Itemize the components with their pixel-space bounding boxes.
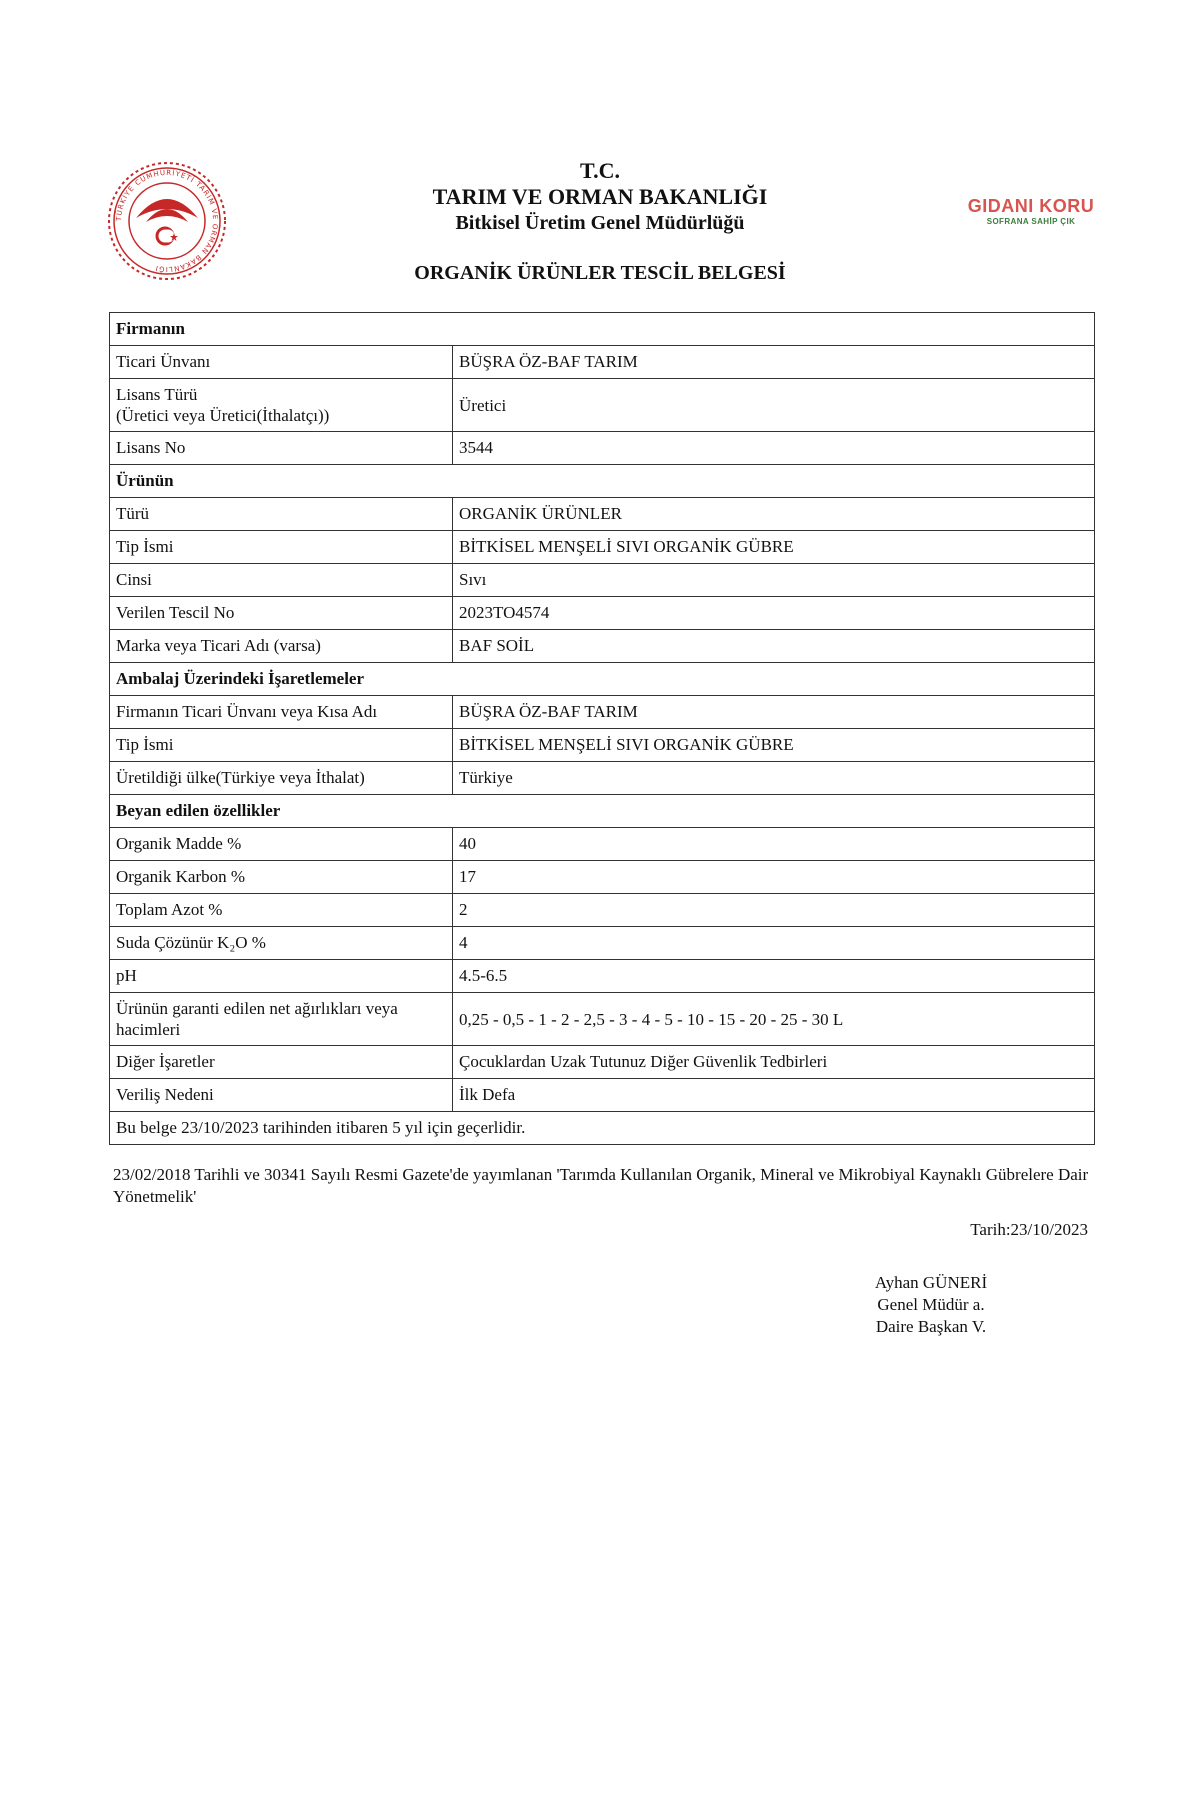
field-value: Sıvı [453, 564, 1095, 597]
document-title: ORGANİK ÜRÜNLER TESCİL BELGESİ [414, 262, 786, 284]
header-line-1: T.C. [580, 158, 620, 183]
field-label: Organik Karbon % [110, 861, 453, 894]
field-value: BİTKİSEL MENŞELİ SIVI ORGANİK GÜBRE [453, 729, 1095, 762]
signer-title-1: Genel Müdür a. [877, 1295, 985, 1314]
brand-main-text: GIDANI KORU [967, 196, 1095, 216]
table-row [110, 927, 1095, 960]
issue-date: Tarih:23/10/2023 [970, 1220, 1088, 1239]
table-row [110, 762, 1095, 795]
table-row [110, 861, 1095, 894]
field-value: 2 [453, 894, 1095, 927]
section-row [110, 795, 1095, 828]
table-row [110, 346, 1095, 379]
table-row [110, 960, 1095, 993]
field-value: Üretici [453, 379, 1095, 432]
validity-text: Bu belge 23/10/2023 tarihinden itibaren 5 yıl için geçerlidir. [110, 1112, 1095, 1145]
table-row [110, 729, 1095, 762]
field-label: Diğer İşaretler [110, 1046, 453, 1079]
brand-sub-text: SOFRANA SAHİP ÇIK [986, 217, 1076, 226]
field-label: Cinsi [110, 564, 453, 597]
field-value: BAF SOİL [453, 630, 1095, 663]
field-label: Verilen Tescil No [110, 597, 453, 630]
table-row [110, 696, 1095, 729]
field-value: 17 [453, 861, 1095, 894]
field-label: Üretildiği ülke(Türkiye veya İthalat) [110, 762, 453, 795]
field-value: 4 [453, 927, 1095, 960]
field-value: İlk Defa [453, 1079, 1095, 1112]
table-row [110, 432, 1095, 465]
section-heading: Beyan edilen özellikler [110, 795, 1095, 828]
field-value: 4.5-6.5 [453, 960, 1095, 993]
field-value: BÜŞRA ÖZ-BAF TARIM [453, 696, 1095, 729]
field-value: BİTKİSEL MENŞELİ SIVI ORGANİK GÜBRE [453, 531, 1095, 564]
validity-row [110, 1112, 1095, 1145]
signer-title-2: Daire Başkan V. [875, 1317, 987, 1336]
table-row [110, 564, 1095, 597]
field-label: Organik Madde % [110, 828, 453, 861]
field-value: Çocuklardan Uzak Tutunuz Diğer Güvenlik Tedbirleri [453, 1046, 1095, 1079]
table-row [110, 993, 1095, 1046]
header-line-3: Bitkisel Üretim Genel Müdürlüğü [455, 212, 745, 234]
table-row [110, 531, 1095, 564]
field-label: Lisans No [110, 432, 453, 465]
field-label: Veriliş Nedeni [110, 1079, 453, 1112]
section-row [110, 465, 1095, 498]
field-value: ORGANİK ÜRÜNLER [453, 498, 1095, 531]
certificate-table [109, 312, 1095, 1145]
field-label: Marka veya Ticari Adı (varsa) [110, 630, 453, 663]
field-value: 40 [453, 828, 1095, 861]
field-label: pH [110, 960, 453, 993]
table-row [110, 828, 1095, 861]
field-label: Tip İsmi [110, 729, 453, 762]
document-header [0, 158, 1200, 236]
section-heading: Firmanın [110, 313, 1095, 346]
section-heading: Ambalaj Üzerindeki İşaretlemeler [110, 663, 1095, 696]
svg-text:TÜRKİYE CUMHURİYETİ TARIM VE O: TÜRKİYE CUMHURİYETİ TARIM VE ORMAN BAKANLIĞI [114, 168, 220, 274]
field-value: 2023TO4574 [453, 597, 1095, 630]
field-label: Firmanın Ticari Ünvanı veya Kısa Adı [110, 696, 453, 729]
header-line-2: TARIM VE ORMAN BAKANLIĞI [432, 184, 768, 209]
field-label: Suda Çözünür K₂O % [110, 927, 453, 960]
table-row [110, 1046, 1095, 1079]
signer-name: Ayhan GÜNERİ [874, 1273, 988, 1292]
section-heading: Ürünün [110, 465, 1095, 498]
field-label: Ürünün garanti edilen net ağırlıkları veya hacimleri [110, 993, 453, 1046]
field-label: Toplam Azot % [110, 894, 453, 927]
table-row [110, 379, 1095, 432]
field-value: BÜŞRA ÖZ-BAF TARIM [453, 346, 1095, 379]
field-label: Ticari Ünvanı [110, 346, 453, 379]
field-label: Tip İsmi [110, 531, 453, 564]
field-label: Türü [110, 498, 453, 531]
table-row [110, 597, 1095, 630]
regulation-note: 23/02/2018 Tarihli ve 30341 Sayılı Resmi Gazete'de yayımlanan 'Tarımda Kullanılan Organik, Mineral ve Mikrobiyal Kaynaklı Gübrelere Dair Yönetmelik' [113, 1165, 1089, 1206]
table-row [110, 498, 1095, 531]
section-row [110, 313, 1095, 346]
table-row [110, 1079, 1095, 1112]
table-row [110, 630, 1095, 663]
field-label: Lisans Türü (Üretici veya Üretici(İthalatçı)) [110, 379, 453, 432]
field-value: Türkiye [453, 762, 1095, 795]
field-value: 3544 [453, 432, 1095, 465]
signature-block [866, 1272, 996, 1338]
section-row [110, 663, 1095, 696]
table-row [110, 894, 1095, 927]
field-value: 0,25 - 0,5 - 1 - 2 - 2,5 - 3 - 4 - 5 - 10 - 15 - 20 - 25 - 30 L [453, 993, 1095, 1046]
